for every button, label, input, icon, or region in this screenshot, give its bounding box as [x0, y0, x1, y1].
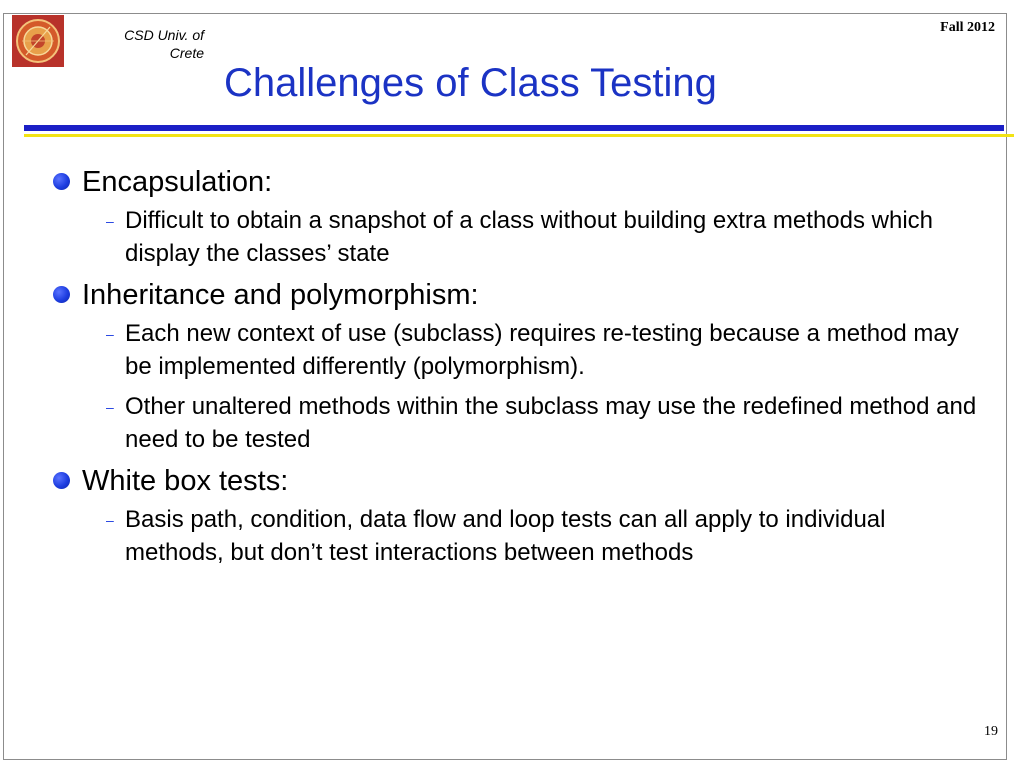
- dash-icon: –: [106, 512, 114, 528]
- sub-bullet-text: Basis path, condition, data flow and loop tests can all apply to individual methods, but don’t test interactions between methods: [125, 506, 886, 566]
- bullet-dot-icon: [53, 173, 70, 190]
- sub-bullet: [50, 204, 980, 270]
- bullet-text: Inheritance and polymorphism:: [82, 279, 479, 311]
- slide-title: Challenges of Class Testing: [224, 61, 717, 105]
- sub-bullet-text: Other unaltered methods within the subclass may use the redefined method and need to be tested: [125, 393, 977, 453]
- sub-bullet-text: Difficult to obtain a snapshot of a class without building extra methods which display the classes’ state: [125, 207, 934, 267]
- bullet-inheritance: [50, 277, 980, 313]
- bullet-text: White box tests:: [82, 465, 289, 497]
- bullet-encapsulation: [50, 164, 980, 200]
- bullet-white-box-tests: [50, 463, 980, 499]
- institution-label: [90, 26, 204, 62]
- title-accent-line: [24, 134, 1014, 137]
- slide-content: [50, 164, 980, 576]
- dash-icon: –: [106, 213, 114, 229]
- dash-icon: –: [106, 326, 114, 342]
- sub-bullet: [50, 390, 980, 456]
- title-underline: [24, 125, 1004, 131]
- institution-line-1: CSD Univ. of: [124, 27, 204, 43]
- page-number: 19: [984, 724, 998, 739]
- sub-bullet: [50, 503, 980, 569]
- university-seal-icon: [12, 15, 64, 67]
- bullet-dot-icon: [53, 472, 70, 489]
- dash-icon: –: [106, 399, 114, 415]
- bullet-text: Encapsulation:: [82, 166, 273, 198]
- sub-bullet-text: Each new context of use (subclass) requires re-testing because a method may be implemented differently (polymorphism).: [125, 320, 959, 380]
- institution-line-2: Crete: [169, 45, 204, 61]
- semester-label: Fall 2012: [940, 20, 995, 35]
- sub-bullet: [50, 317, 980, 383]
- bullet-dot-icon: [53, 286, 70, 303]
